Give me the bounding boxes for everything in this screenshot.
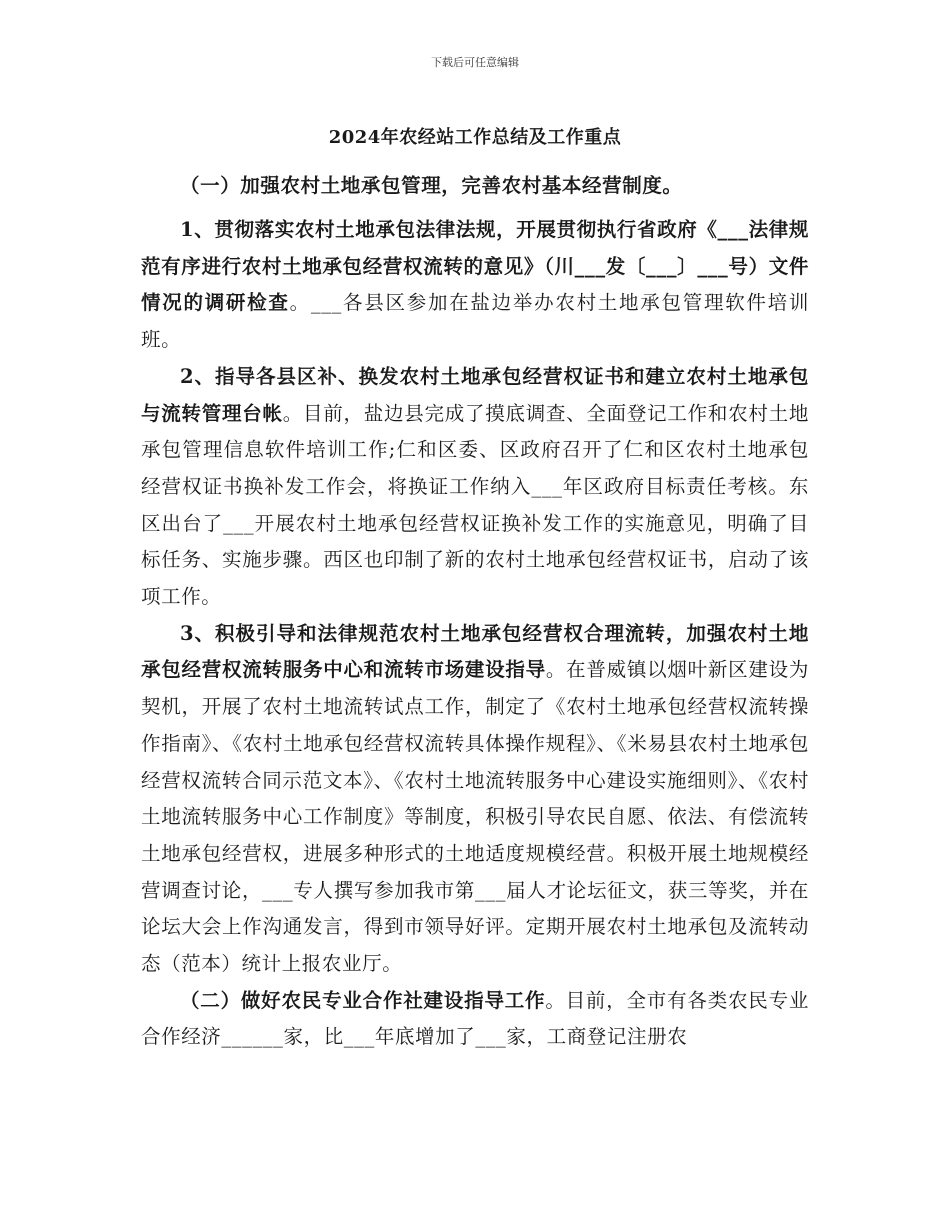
section-heading-1: （一）加强农村土地承包管理，完善农村基本经营制度。 (180, 174, 683, 197)
document-body (141, 176, 809, 1056)
paragraph-4-body: 。目前，全市有各类农民专业合作经济______家，比___年底增加了___家，工商登记注册农 (141, 988, 809, 1049)
paragraph-1-lead: 1、贯彻落实农村土地承包法律法规，开展贯彻执行省政府《___法律规范有序进行农村土地承包经营权流转的意见》（川___发〔___〕___号）文件情况的调研检查 (141, 218, 809, 315)
paragraph-2 (141, 359, 809, 616)
paragraph-3-body: 。在普威镇以烟叶新区建设为契机，开展了农村土地流转试点工作，制定了《农村土地承包经营权流转操作指南》、《农村土地承包经营权流转具体操作规程》、《米易县农村土地承包经营权流转合同示范文本》、《农村土地流转服务中心建设实施细则》、《农村土地流转服务中心工作制度》等制度，积极引导农民自愿、依法、有偿流转土地承包经营权，进展多种形式的土地适度规模经营。积极开展土地规模经营调查讨论，___专人撰写参加我市第___届人才论坛征文，获三等奖，并在论坛大会上作沟通发言，得到市领导好评。定期开展农村土地承包及流转动态（范本）统计上报农业厅。 (141, 658, 809, 976)
header-note: 下载后可任意编辑 (431, 56, 519, 69)
paragraph-2-body: 。目前，盐边县完成了摸底调查、全面登记工作和农村土地承包管理信息软件培训工作;仁和区委、区政府召开了仁和区农村土地承包经营权证书换补发工作会，将换证工作纳入___年区政府目标责任考核。东区出台了___开展农村土地承包经营权证换补发工作的实施意见，明确了目标任务、实施步骤。西区也印制了新的农村土地承包经营权证书，启动了该项工作。 (141, 401, 809, 609)
paragraph-3-lead: 3、积极引导和法律规范农村土地承包经营权合理流转，加强农村土地承包经营权流转服务中心和流转市场建设指导 (141, 621, 809, 682)
paragraph-2-lead: 2、指导各县区补、换发农村土地承包经营权证书和建立农村土地承包与流转管理台帐 (141, 364, 809, 425)
paragraph-3 (141, 616, 809, 983)
paragraph-1 (141, 212, 809, 359)
section-heading-2: （二）做好农民专业合作社建设指导工作 (180, 988, 546, 1012)
paragraph-1-body: 。___各县区参加在盐边举办农村土地承包管理软件培训班。 (141, 291, 809, 352)
document-title: 2024年农经站工作总结及工作重点 (328, 127, 622, 148)
paragraph-4 (141, 983, 809, 1056)
